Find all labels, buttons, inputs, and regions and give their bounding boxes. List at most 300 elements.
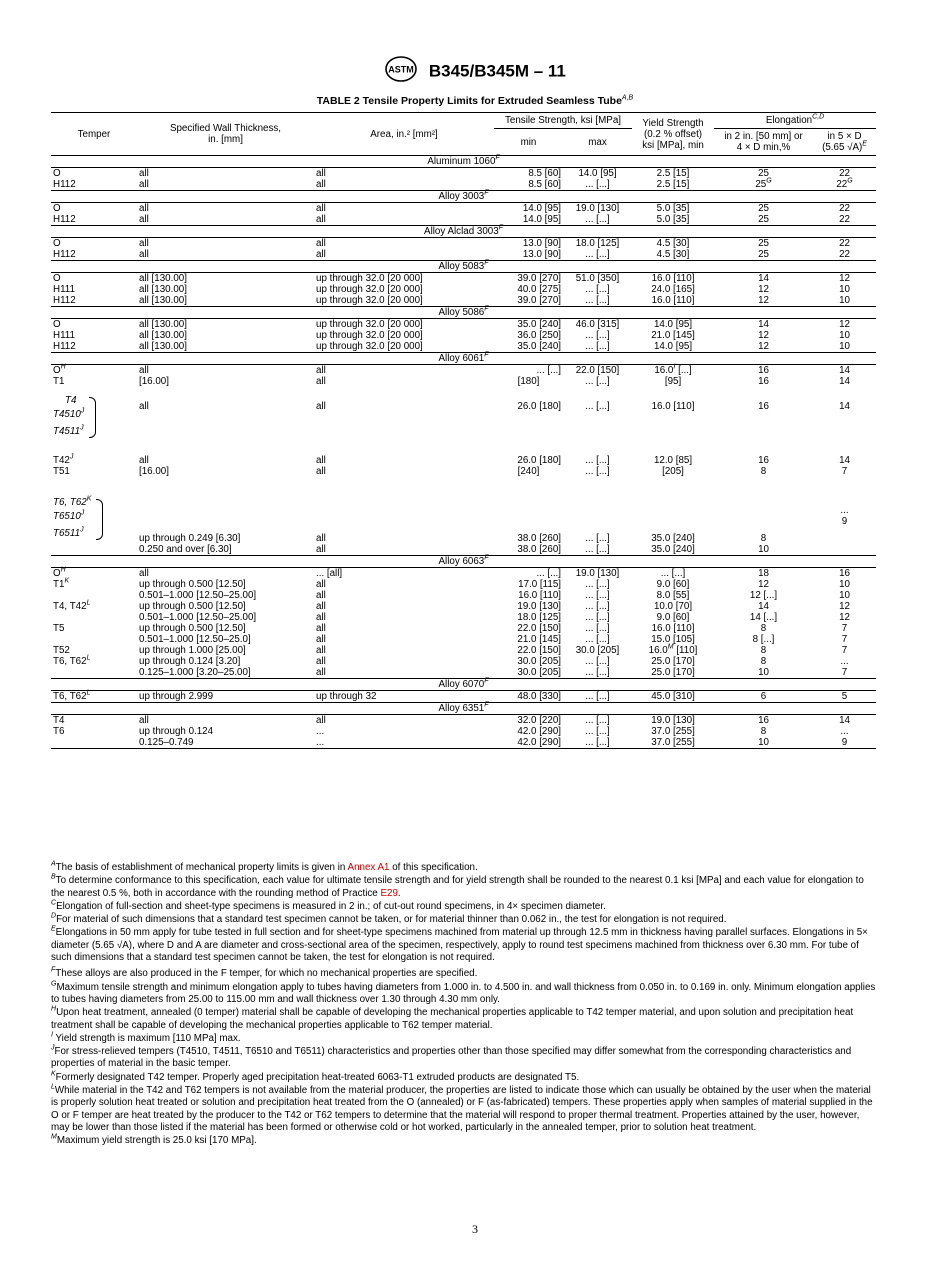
elong-b2: (5.65 √A) [822,142,863,153]
cell: all [316,365,326,376]
fn: J [80,509,85,517]
footnote-label: B [51,874,56,882]
fn: K [86,495,92,503]
cell: ... [...] [585,295,610,306]
val: ... [840,505,849,516]
cell: all [316,376,326,387]
fn: J [80,424,84,432]
footnote-text: While material in the T42 and T62 tempers is not available from the material producer, the properties are listed to indicate those which can usually be obtained by the user when the material is properly solution heat treated or solution and precipitation heat treated from the O (annealed) or F (as-fabricated) tempers. These properties apply when samples of material supplied in the O or F temper are heat treated by the producer to the T42 or T62 tempers to determine that the material will respond to proper thermal treatment. Properties attained by the user, however, may be lower than those listed if the material has been formed or otherwise cold or hot worked, particularly in the annealed temper, prior to solution heat treatment. [51,1085,873,1133]
footnote-text: Upon heat treatment, annealed (0 temper) material shall be capable of developing the mechanical properties applicable to T42 temper material, and upon solution and precipitation heat treatment shall be capable of developing the mechanical properties applicable to T62 temper material. [51,1007,854,1031]
cell: 12 [758,579,769,590]
val: T6, T62 [53,497,87,508]
col-area: Area, in.² [mm²] [370,128,438,140]
cell: 0.501–1.000 [12.50–25.00] [139,612,257,623]
group-label: Alloy 3003 [438,191,485,202]
table-row [51,319,876,331]
cell: 8 [760,623,767,634]
cell: 22.0 [150] [517,645,561,656]
cell: ... [...] [585,249,610,260]
cell: 22 [839,214,850,225]
fn: F [484,259,489,267]
group-header [51,307,876,319]
cell: all [316,645,326,656]
cell: ... [...] [585,544,610,555]
cell [51,737,137,749]
cell: 8 [760,726,767,737]
cell: 12 [758,295,769,306]
fn: F [484,554,489,562]
cell: 8.5 [60] [528,179,561,190]
val: T6510 [53,511,81,522]
footnote-text-after: . [397,887,401,899]
bracket-icon [96,499,103,540]
cell: 22 [839,168,850,179]
elong-text: Elongation [765,115,813,126]
table-row [51,715,876,727]
footnote-text: For material of such dimensions that a standard test specimen cannot be taken, or for material thinner than 0.062 in., the test for elongation is not required. [56,914,727,926]
group-header [51,703,876,715]
cell: 12 [758,341,769,352]
cell: 14.0 [95] [578,168,617,179]
cell: O [53,203,61,214]
cell: 30.0 [205] [517,656,561,667]
cell: 9 [841,737,848,748]
col-tensile: Tensile Strength, ksi [MPa] [494,113,632,129]
cell: 35.0 [240] [517,319,561,330]
elong-a2: 4 × D min,% [736,142,791,153]
table-row [51,477,876,533]
footnote-text: Maximum yield strength is 25.0 ksi [170 MPa]. [56,1135,257,1147]
cell: 18 [758,568,769,579]
cell: 14 [839,401,850,412]
footnote-link[interactable]: E29 [380,887,398,899]
astm-logo-text: ASTM [388,64,414,75]
footnote [51,1135,879,1147]
cell [51,365,137,377]
cell: 9.0 [60] [656,612,690,623]
cell: all [316,533,326,544]
fn: L [86,599,91,607]
group-label: Alloy 6351 [438,703,485,714]
cell: 45.0 [310] [651,691,695,702]
val: 9 [841,516,848,527]
cell [51,579,137,590]
val: T6511 [53,528,81,539]
bracket-icon [89,397,96,438]
cell [51,667,137,679]
cell: all [139,365,149,376]
footnote-text: Formerly designated T42 temper. Properly aged precipitation heat-treated 6063-T1 extruded products are designated T5. [55,1071,580,1083]
cell [563,477,632,533]
cell: H112 [53,341,76,352]
cell: 48.0 [330] [517,691,561,702]
cell: 40.0 [275] [517,284,561,295]
cell: all [139,249,149,260]
cell: O [53,168,61,179]
footnote-label: J [51,1044,55,1052]
cell [714,179,813,191]
cell: 18.0 [125] [575,238,620,249]
cell: 8 [...] [752,634,775,645]
temper-bracket [53,395,96,440]
cell: ... [...] [585,579,610,590]
table-row [51,295,876,307]
yield-3: ksi [MPa], min [642,139,704,151]
cell [51,601,137,612]
cell: 39.0 [270] [517,295,561,306]
cell: 35.0 [240] [517,341,561,352]
cell: 0.501–1.000 [12.50–25.0] [139,634,251,645]
cell: all [316,612,326,623]
cell: 12.0 [85] [653,455,693,466]
footnote-link[interactable]: Annex A1 [347,862,390,873]
table-row [51,667,876,679]
fn: H [60,566,66,574]
cell: all [316,466,326,477]
cell: 30.0 [205] [517,667,561,678]
cell: 10 [839,579,850,590]
cell: 32.0 [220] [517,715,561,726]
val: [110] [676,645,698,656]
group-header [51,156,876,168]
elong-a1: in 2 in. [50 mm] or [724,131,803,142]
footnote-text: The basis of establishment of mechanical property limits is given in [55,862,348,873]
table-row [51,590,876,601]
cell: 51.0 [350] [575,273,620,284]
cell: ... [...] [585,284,610,295]
table-title [0,95,950,107]
footnote-text: For stress-relieved tempers (T4510, T4511, T6510 and T6511) characteristics and properties other than those specified may differ somewhat from the corresponding characteristics and properties of material in the basic temper. [51,1046,852,1070]
cell: 12 [758,284,769,295]
cell: 9.0 [60] [656,579,690,590]
table-row [51,634,876,645]
elong-b1: in 5 × D [827,131,862,142]
cell: 26.0 [180] [517,455,561,466]
cell: ... [...] [585,726,610,737]
table-row [51,249,876,261]
cell: ... [...] [585,330,610,341]
cell: all [139,568,149,579]
cell: all [316,623,326,634]
cell: 42.0 [290] [517,726,561,737]
group-label: Aluminum 1060 [427,156,496,167]
cell: 12 [839,601,850,612]
cell: up through 0.500 [12.50] [139,601,246,612]
cell [813,533,876,544]
cell: 10 [839,330,850,341]
cell: ... [...] [585,715,610,726]
cell: 22 [839,203,850,214]
cell: up through 1.000 [25.00] [139,645,246,656]
cell: 42.0 [290] [517,737,561,748]
cell: 18.0 [125] [517,612,561,623]
cell: T5 [53,623,65,634]
cell: 25 [758,249,769,260]
cell: ... [...] [585,612,610,623]
cell: 14.0 [95] [522,203,561,214]
cell: up through 32.0 [20 000] [316,341,423,352]
val: 16.0 [648,645,668,656]
cell [51,477,137,544]
table-row [51,179,876,191]
cell: all [139,401,149,412]
cell: 19.0 [130] [575,568,620,579]
footnote-label: G [51,980,57,988]
cell: T4 [53,715,65,726]
cell: 5.0 [35] [656,203,690,214]
val: T4510 [53,409,81,420]
col-max: max [588,136,607,148]
cell: 8.0 [55] [656,590,690,601]
cell: 25 [758,168,769,179]
cell: 35.0 [240] [651,544,695,555]
cell: all [316,667,326,678]
cell: 10 [839,590,850,601]
table-row [51,623,876,634]
fn: J [80,407,85,415]
cell: 16.0 [110] [651,273,695,284]
table-row [51,691,876,703]
footnote [51,1033,879,1045]
group-header [51,261,876,273]
cell: all [130.00] [139,295,187,306]
cell: 25 [758,214,769,225]
cell: 2.5 [15] [656,179,690,190]
cell: 16 [758,455,769,466]
footnote [51,1072,879,1084]
footnote-label: C [51,899,57,907]
cell: 12 [839,319,850,330]
table-row [51,455,876,466]
cell: ... [...] [585,341,610,352]
group-label: Alloy 6063 [438,556,485,567]
cell: 12 [839,612,850,623]
table-row [51,214,876,226]
tensile-table [51,112,876,749]
col-min: min [520,136,537,148]
fn: F [495,154,500,162]
cell: 7 [841,623,848,634]
cell: ... [...] [585,623,610,634]
cell: 8 [760,656,767,667]
table-row [51,284,876,295]
footnote-label: H [51,1006,57,1013]
cell: 25.0 [170] [651,656,695,667]
cell: T52 [53,645,70,656]
cell: all [316,249,326,260]
cell: up through 0.124 [3.20] [139,656,241,667]
cell: all [139,168,149,179]
cell [632,477,714,533]
footnote [51,901,879,913]
footnote-label: F [51,967,56,975]
cell: 14 [758,273,769,284]
yield-1: Yield Strength [642,117,704,129]
cell: up through 2.999 [139,691,214,702]
cell: 2.5 [15] [656,168,690,179]
cell [137,477,314,533]
table-row [51,466,876,477]
cell: 10 [758,737,769,748]
footnote [51,1007,879,1032]
table-row [51,601,876,612]
cell: 22.0 [150] [575,365,620,376]
footnote-label: L [51,1083,55,1091]
cell: all [139,715,149,726]
footnote [51,927,879,964]
cell: all [316,203,326,214]
cell: H112 [53,249,76,260]
cell: all [316,168,326,179]
cell [51,590,137,601]
val: T1 [53,579,65,590]
fn: F [484,305,489,313]
cell: ... [...] [660,568,686,579]
footnotes [51,862,879,1149]
cell: 10 [758,667,769,678]
cell: up through 0.500 [12.50] [139,623,246,634]
footnote [51,875,879,900]
cell: ... [...] [585,214,610,225]
designation: B345/B345M – 11 [428,61,566,81]
cell: all [316,634,326,645]
table-row [51,544,876,556]
fn: J [80,526,84,534]
cell: ... [all] [316,568,343,579]
cell: ... [...] [585,667,610,678]
cell: 16.0 [110] [651,623,695,634]
cell: up through 0.500 [12.50] [139,579,246,590]
cell: [95] [664,376,682,387]
cell: all [139,179,149,190]
cell: 5 [841,691,848,702]
cell: 7 [841,645,848,656]
cell: 14 [839,455,850,466]
cell: up through 32.0 [20 000] [316,273,423,284]
footnote [51,1046,879,1071]
table-row [51,726,876,737]
cell [51,455,137,466]
cell: ... [...] [585,533,610,544]
cell: ... [840,656,849,667]
cell: ... [...] [585,401,610,412]
group-header [51,191,876,203]
cell: 25 [758,238,769,249]
col-elong-a [714,129,813,156]
cell: 10 [839,295,850,306]
col-yield [632,113,714,156]
cell: 10 [839,284,850,295]
document-header [0,56,950,87]
footnote-label: A [51,860,56,868]
fn: I [673,363,676,371]
cell: all [316,214,326,225]
fn: M [667,643,674,651]
cell: all [316,455,326,466]
val: T6, T62 [53,656,87,667]
cell: 12 [758,330,769,341]
table-row [51,533,876,544]
cell: all [139,203,149,214]
cell: all [139,214,149,225]
cell: 14 [758,601,769,612]
table-title-text: TABLE 2 Tensile Property Limits for Extruded Seamless Tube [316,95,622,107]
val: 22 [836,179,848,190]
cell: ... [...] [585,737,610,748]
cell: up through 32.0 [20 000] [316,330,423,341]
fn: F [484,351,489,359]
cell: [240] [517,466,540,477]
cell: 22 [839,249,850,260]
cell: 36.0 [250] [517,330,561,341]
cell: 14 [758,319,769,330]
cell: H111 [53,330,75,341]
fn: F [498,224,503,232]
col-wall: Specified Wall Thickness, in. [mm] [169,123,282,145]
cell: all [316,401,326,412]
cell [51,387,137,455]
fn: F [484,189,489,197]
group-header [51,556,876,568]
cell: [180] [517,376,540,387]
cell: 6 [760,691,767,702]
cell: 15.0 [105] [651,634,695,645]
cell: ... [316,737,325,748]
cell: 14.0 [95] [522,214,561,225]
cell: H112 [53,295,76,306]
cell: ... [...] [585,179,610,190]
cell: 10.0 [70] [653,601,693,612]
cell: all [316,579,326,590]
cell: 8 [760,645,767,656]
group-label: Alloy 6061 [438,353,485,364]
temper-bracket [53,497,103,542]
footnote-label: E [51,926,56,934]
table-row [51,341,876,353]
cell: 38.0 [260] [517,533,561,544]
cell: up through 0.124 [139,726,214,737]
group-header [51,226,876,238]
cell: 19.0 [130] [517,601,561,612]
cell: all [130.00] [139,284,187,295]
cell [51,691,137,703]
cell: 30.0 [205] [575,645,620,656]
footnote-label: I [51,1031,53,1039]
table-row [51,579,876,590]
cell: 16.0 [110] [651,401,695,412]
footnote-text: These alloys are also produced in the F temper, for which no mechanical properties are specified. [55,968,478,980]
cell: 12 [...] [749,590,778,601]
cell: 14 [839,365,850,376]
fn: L [86,654,91,662]
cell: 4.5 [30] [656,249,690,260]
cell: [205] [662,466,684,477]
astm-logo-icon [384,56,418,87]
cell [494,477,563,533]
cell: O [53,273,61,284]
cell: 16 [758,401,769,412]
cell: H112 [53,214,76,225]
page-number: 3 [472,1222,478,1236]
cell: 16 [758,365,769,376]
val: T4, T42 [53,601,87,612]
table-row [51,376,876,387]
cell: ... [...] [585,590,610,601]
cell: ... [840,726,849,737]
cell: 7 [841,466,848,477]
table-row [51,203,876,215]
fn: L [86,689,91,697]
